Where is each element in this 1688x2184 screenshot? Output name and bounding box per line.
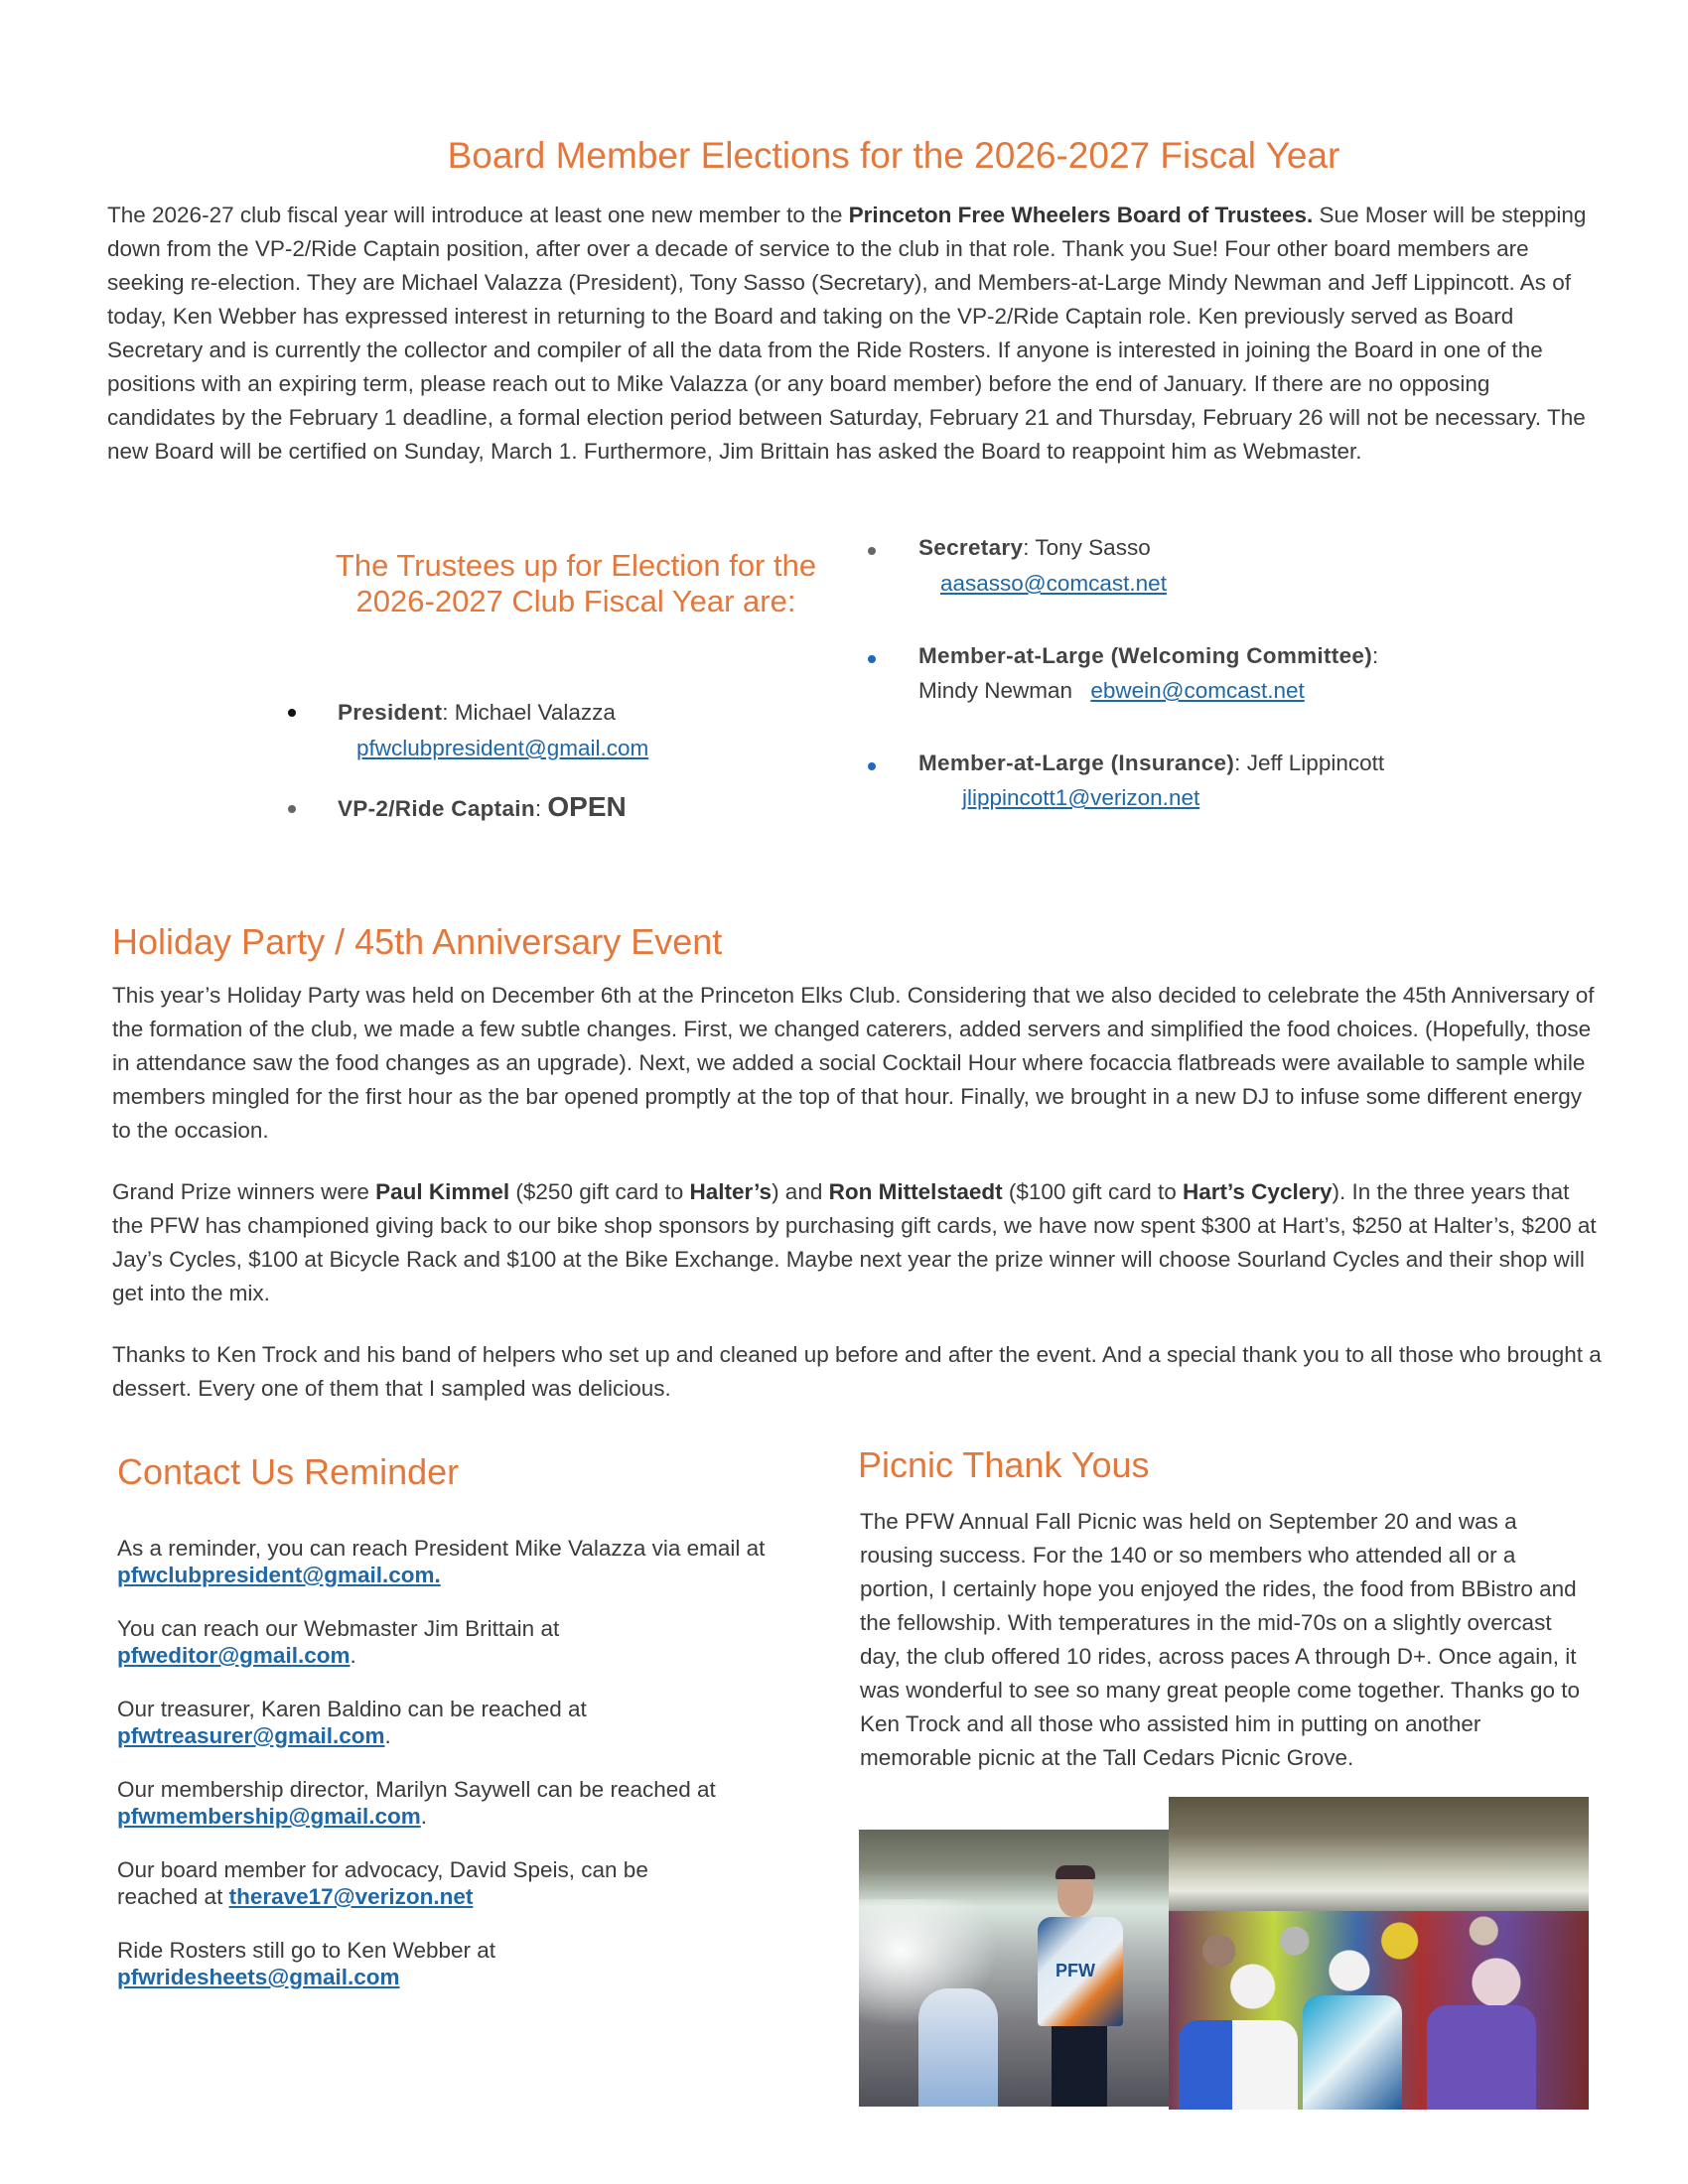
president-email-link[interactable]: pfwclubpresident@gmail.com [356,736,649,760]
elections-heading: Board Member Elections for the 2026-2027 Fiscal Year [447,135,1340,176]
trustee-vp2 [338,789,627,827]
holiday-heading: Holiday Party / 45th Anniversary Event [112,921,723,962]
elections-text-1: The 2026-27 club fiscal year will introduce at least one new member to the [107,203,849,227]
photo-cap [1055,1865,1095,1879]
secretary-email-link[interactable]: aasasso@comcast.net [940,571,1167,596]
contact-heading: Contact Us Reminder [117,1451,460,1492]
trustee-role: Member-at-Large (Welcoming Committee) [918,643,1372,668]
webmaster-email-link[interactable]: pfweditor@gmail.com [117,1643,351,1668]
text: ) and [772,1179,829,1204]
separator: : [534,796,548,821]
contact-item-advocacy [117,1856,733,1910]
trustee-role: VP-2/Ride Captain [338,796,535,821]
elections-paragraph [107,199,1592,469]
holiday-paragraph-3: Thanks to Ken Trock and his band of helpers who set up and cleaned up before and after the event. And a special thank you to all those who brought a dessert. Every one of them that I sampled was delicious. [112,1342,1602,1401]
treasurer-email-link[interactable]: pfwtreasurer@gmail.com [117,1723,385,1748]
trustees-subheading-line2: 2026-2027 Club Fiscal Year are: [355,584,796,618]
holiday-paragraph-2 [112,1175,1602,1310]
picnic-heading: Picnic Thank Yous [858,1444,1150,1485]
open-status: OPEN [547,791,627,822]
trustee-name: Mindy Newman [918,678,1073,703]
contact-text: Our board member for advocacy, David Speis, can be reached at [117,1857,648,1909]
separator: : [1372,643,1379,668]
contact-item-treasurer [117,1696,673,1749]
trustee-role: Member-at-Large (Insurance) [918,751,1235,775]
shop-name: Halter’s [689,1179,773,1204]
membership-email-link[interactable]: pfwmembership@gmail.com [117,1804,421,1829]
president-email-link[interactable]: pfwclubpresident@gmail.com. [117,1563,441,1587]
photo-shorts [1052,2026,1107,2107]
trustee-welcoming-contact [918,673,1305,709]
photo-jersey [1303,1995,1402,2110]
text: ). In the three years that the PFW has championed giving back to our bike shop sponsors by purchasing gift cards, we have now spent $300 at Hart’s, $250 at Halter’s, $200 at Jay’s Cycles, $100 at Bicycle Rack and $100 at the Bike Exchange. Maybe next year the prize winner will choose Sourland Cycles and their shop will get into the mix. [112,1179,1597,1305]
trustees-subheading [288,548,864,619]
jersey-logo: PFW [1055,1961,1095,1980]
trustee-president [338,695,616,731]
text: Grand Prize winners were [112,1179,376,1204]
advocacy-email-link[interactable]: therave17@verizon.net [228,1884,474,1909]
contact-text: As a reminder, you can reach President Mike Valazza via email at [117,1536,766,1561]
contact-item-president [117,1535,812,1588]
trustee-name: Michael Valazza [454,700,616,725]
ridesheets-email-link[interactable]: pfwridesheets@gmail.com [117,1965,400,1989]
trustee-role: President [338,700,443,725]
separator: : [442,700,455,725]
trustee-role: Secretary [918,535,1024,560]
picnic-paragraph: The PFW Annual Fall Picnic was held on September 20 and was a rousing success. For the 140 or so members who attended all or a portion, I certainly hope you enjoyed the rides, the food from BBistro and the fellowship. With temperatures in the mid-70s on a slightly overcast day, the club offered 10 rides, across paces A through D+. Once again, it was wonderful to see so many great people come together. Thanks go to Ken Trock and all those who assisted him in putting on another memorable picnic at the Tall Cedars Picnic Grove. [860,1509,1581,1770]
separator: : [1234,751,1247,775]
bullet-icon [288,805,296,813]
contact-item-membership [117,1776,812,1830]
contact-item-webmaster [117,1615,673,1669]
separator: : [1023,535,1036,560]
holiday-paragraph-1: This year’s Holiday Party was held on December 6th at the Princeton Elks Club. Considering that we also decided to celebrate the 45th Anniversary of the formation of the club, we made a few subtle changes. First, we changed caterers, added servers and simplified the food choices. (Hopefully, those in attendance saw the food changes as an upgrade). Next, we added a social Cocktail Hour where focaccia flatbreads were available to sample while members mingled for the first hour as the bar opened promptly at the top of that hour. Finally, we brought in a new DJ to infuse some different energy to the occasion. [112,983,1595,1143]
trustee-name: Tony Sasso [1035,535,1151,560]
shop-name: Hart’s Cyclery [1182,1179,1333,1204]
contact-text: You can reach our Webmaster Jim Brittain at [117,1616,560,1641]
winner-name: Paul Kimmel [375,1179,510,1204]
contact-item-ride-rosters [117,1937,594,1990]
bullet-icon [868,762,876,770]
picnic-photo-rider [859,1830,1169,2107]
bullet-icon [868,655,876,663]
winner-name: Ron Mittelstaedt [828,1179,1003,1204]
picnic-photo-crowd [1169,1797,1589,2110]
contact-text: Ride Rosters still go to Ken Webber at [117,1938,496,1963]
trustees-subheading-line1: The Trustees up for Election for the [335,548,817,583]
bullet-icon [868,547,876,555]
contact-text: Our treasurer, Karen Baldino can be reached at [117,1697,587,1721]
punct: . [420,1804,428,1829]
photo-shirt [1427,2005,1536,2110]
bullet-icon [288,709,296,717]
board-of-trustees-name: Princeton Free Wheelers Board of Trustees. [848,203,1314,227]
trustee-welcoming [918,638,1378,674]
punct: . [384,1723,391,1748]
welcoming-email-link[interactable]: ebwein@comcast.net [1090,678,1305,703]
punct: . [350,1643,356,1668]
insurance-email-link[interactable]: jlippincott1@verizon.net [962,785,1200,810]
text: ($100 gift card to [1002,1179,1183,1204]
photo-jersey [1179,2020,1298,2110]
photo-seated-member [918,1988,998,2107]
text: ($250 gift card to [509,1179,690,1204]
contact-text: Our membership director, Marilyn Saywell can be reached at [117,1777,716,1802]
trustee-name: Jeff Lippincott [1246,751,1385,775]
trustee-insurance [918,746,1384,781]
photo-rider-figure [1038,1869,1127,2107]
elections-text-2: Sue Moser will be stepping down from the VP-2/Ride Captain position, after over a decade of service to the club in that role. Thank you Sue! Four other board members are seeking re-election. They are Michael Valazza (President), Tony Sasso (Secretary), and Members-at-Large Mindy Newman and Jeff Lippincott. As of today, Ken Webber has expressed interest in returning to the Board and taking on the VP-2/Ride Captain role. Ken previously served as Board Secretary and is currently the collector and compiler of all the data from the Ride Rosters. If anyone is interested in joining the Board in one of the positions with an expiring term, please reach out to Mike Valazza (or any board member) before the end of January. If there are no opposing candidates by the February 1 deadline, a formal election period between Saturday, February 21 and Thursday, February 26 will not be necessary. The new Board will be certified on Sunday, March 1. Furthermore, Jim Brittain has asked the Board to reappoint him as Webmaster. [107,203,1587,464]
trustee-secretary [918,530,1151,566]
